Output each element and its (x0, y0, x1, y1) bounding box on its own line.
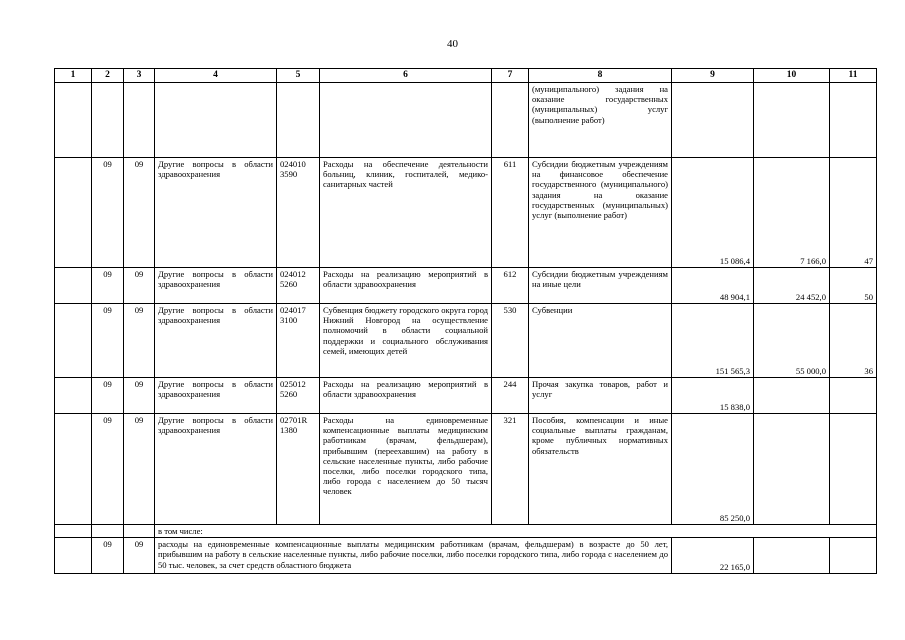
cell-c7: 611 (492, 158, 529, 268)
cell-c8: Субсидии бюджетным учреждениям на иные цели (529, 268, 672, 304)
cell-c5: 024012 5260 (277, 268, 320, 304)
cell-c2: 09 (92, 538, 124, 574)
cell-c4: Другие вопросы в области здравоохранения (155, 414, 277, 525)
column-header: 10 (754, 69, 830, 83)
including-row (55, 525, 877, 538)
cell-description: расходы на единовременные компенсационные выплаты медицинским работникам (врачам, фельдшерам) в возрасте до 50 лет, прибывшим на работу в сельские населенные пункты, либо рабочие поселки, либо поселки городского типа, либо города с населением до 50 тыс. человек, за счет средств областного бюджета (155, 538, 672, 574)
cell-c2: 09 (92, 414, 124, 525)
column-header: 9 (672, 69, 754, 83)
cell-c10: 7 166,0 (754, 158, 830, 268)
cell-c9: 85 250,0 (672, 414, 754, 525)
including-label: в том числе: (155, 525, 877, 538)
cell-c5: 025012 5260 (277, 378, 320, 414)
cell-c4: Другие вопросы в области здравоохранения (155, 304, 277, 378)
cell-c3 (124, 83, 155, 158)
cell-c5: 024010 3590 (277, 158, 320, 268)
cell-c3: 09 (124, 268, 155, 304)
cell-c4: Другие вопросы в области здравоохранения (155, 378, 277, 414)
table-row (55, 378, 877, 414)
cell-c4: Другие вопросы в области здравоохранения (155, 268, 277, 304)
column-header: 7 (492, 69, 529, 83)
cell-c1 (55, 304, 92, 378)
cell-c6: Расходы на реализацию мероприятий в области здравоохранения (320, 378, 492, 414)
cell-c9: 151 565,3 (672, 304, 754, 378)
cell-c8: Пособия, компенсации и иные социальные выплаты гражданам, кроме публичных нормативных обязательств (529, 414, 672, 525)
cell-c7: 321 (492, 414, 529, 525)
cell-c5 (277, 83, 320, 158)
cell-c11: 47 (830, 158, 877, 268)
table-row (55, 268, 877, 304)
header-row (55, 69, 877, 83)
cell-c1 (55, 378, 92, 414)
cell-c4: Другие вопросы в области здравоохранения (155, 158, 277, 268)
cell-c9: 15 086,4 (672, 158, 754, 268)
cell-c10 (754, 414, 830, 525)
cell-c10 (754, 378, 830, 414)
column-header: 2 (92, 69, 124, 83)
column-header: 3 (124, 69, 155, 83)
cell-c3: 09 (124, 538, 155, 574)
cell-c10: 55 000,0 (754, 304, 830, 378)
cell-c11: 50 (830, 268, 877, 304)
cell-c1 (55, 158, 92, 268)
page-number: 40 (447, 38, 458, 50)
cell-c9: 15 838,0 (672, 378, 754, 414)
cell-c1 (55, 83, 92, 158)
cell-c9: 22 165,0 (672, 538, 754, 574)
cell-c7: 612 (492, 268, 529, 304)
cell-c9: 48 904,1 (672, 268, 754, 304)
cell-c3: 09 (124, 414, 155, 525)
cell-c1 (55, 268, 92, 304)
cell-c2: 09 (92, 268, 124, 304)
cell-c9 (672, 83, 754, 158)
cell-c11 (830, 414, 877, 525)
budget-table (54, 68, 877, 574)
cell-c6: Расходы на единовременные компенсационные выплаты медицинским работникам (врачам, фельдшерам), прибывшим (переехавшим) на работу в сельские населенные пункты, либо рабочие поселки, либо поселки городского типа, либо города с населением до 50 тысяч человек (320, 414, 492, 525)
cell-c8: Субвенции (529, 304, 672, 378)
table-row (55, 83, 877, 158)
column-header: 4 (155, 69, 277, 83)
cell-c7: 244 (492, 378, 529, 414)
cell-c10 (754, 83, 830, 158)
cell-c2: 09 (92, 378, 124, 414)
cell-c11 (830, 83, 877, 158)
cell-c6 (320, 83, 492, 158)
column-header: 5 (277, 69, 320, 83)
cell-c3: 09 (124, 304, 155, 378)
cell-c8: (муниципального) задания на оказание государственных (муниципальных) услуг (выполнение работ) (529, 83, 672, 158)
column-header: 8 (529, 69, 672, 83)
cell-c3: 09 (124, 158, 155, 268)
cell-c8: Субсидии бюджетным учреждениям на финансовое обеспечение государственного (муниципального) задания на оказание государственных (муниципальных) услуг (выполнение работ) (529, 158, 672, 268)
cell-c1 (55, 414, 92, 525)
cell-c2: 09 (92, 304, 124, 378)
cell-c3: 09 (124, 378, 155, 414)
table-row (55, 158, 877, 268)
cell-c7 (492, 83, 529, 158)
column-header: 6 (320, 69, 492, 83)
cell-c5: 024017 3100 (277, 304, 320, 378)
cell-c6: Субвенция бюджету городского округа город Нижний Новгород на осуществление полномочий в области социальной поддержки и социального обслуживания семей, имеющих детей (320, 304, 492, 378)
cell-c6: Расходы на реализацию мероприятий в области здравоохранения (320, 268, 492, 304)
cell-c6: Расходы на обеспечение деятельности больниц, клиник, госпиталей, медико-санитарных частей (320, 158, 492, 268)
column-header: 1 (55, 69, 92, 83)
table-row (55, 414, 877, 525)
cell-c11: 36 (830, 304, 877, 378)
column-header: 11 (830, 69, 877, 83)
cell-c10: 24 452,0 (754, 268, 830, 304)
table-row (55, 538, 877, 574)
cell-c2: 09 (92, 158, 124, 268)
table-row (55, 304, 877, 378)
cell-c5: 02701R 1380 (277, 414, 320, 525)
cell-c11 (830, 378, 877, 414)
cell-c4 (155, 83, 277, 158)
cell-c8: Прочая закупка товаров, работ и услуг (529, 378, 672, 414)
cell-c2 (92, 83, 124, 158)
cell-c7: 530 (492, 304, 529, 378)
